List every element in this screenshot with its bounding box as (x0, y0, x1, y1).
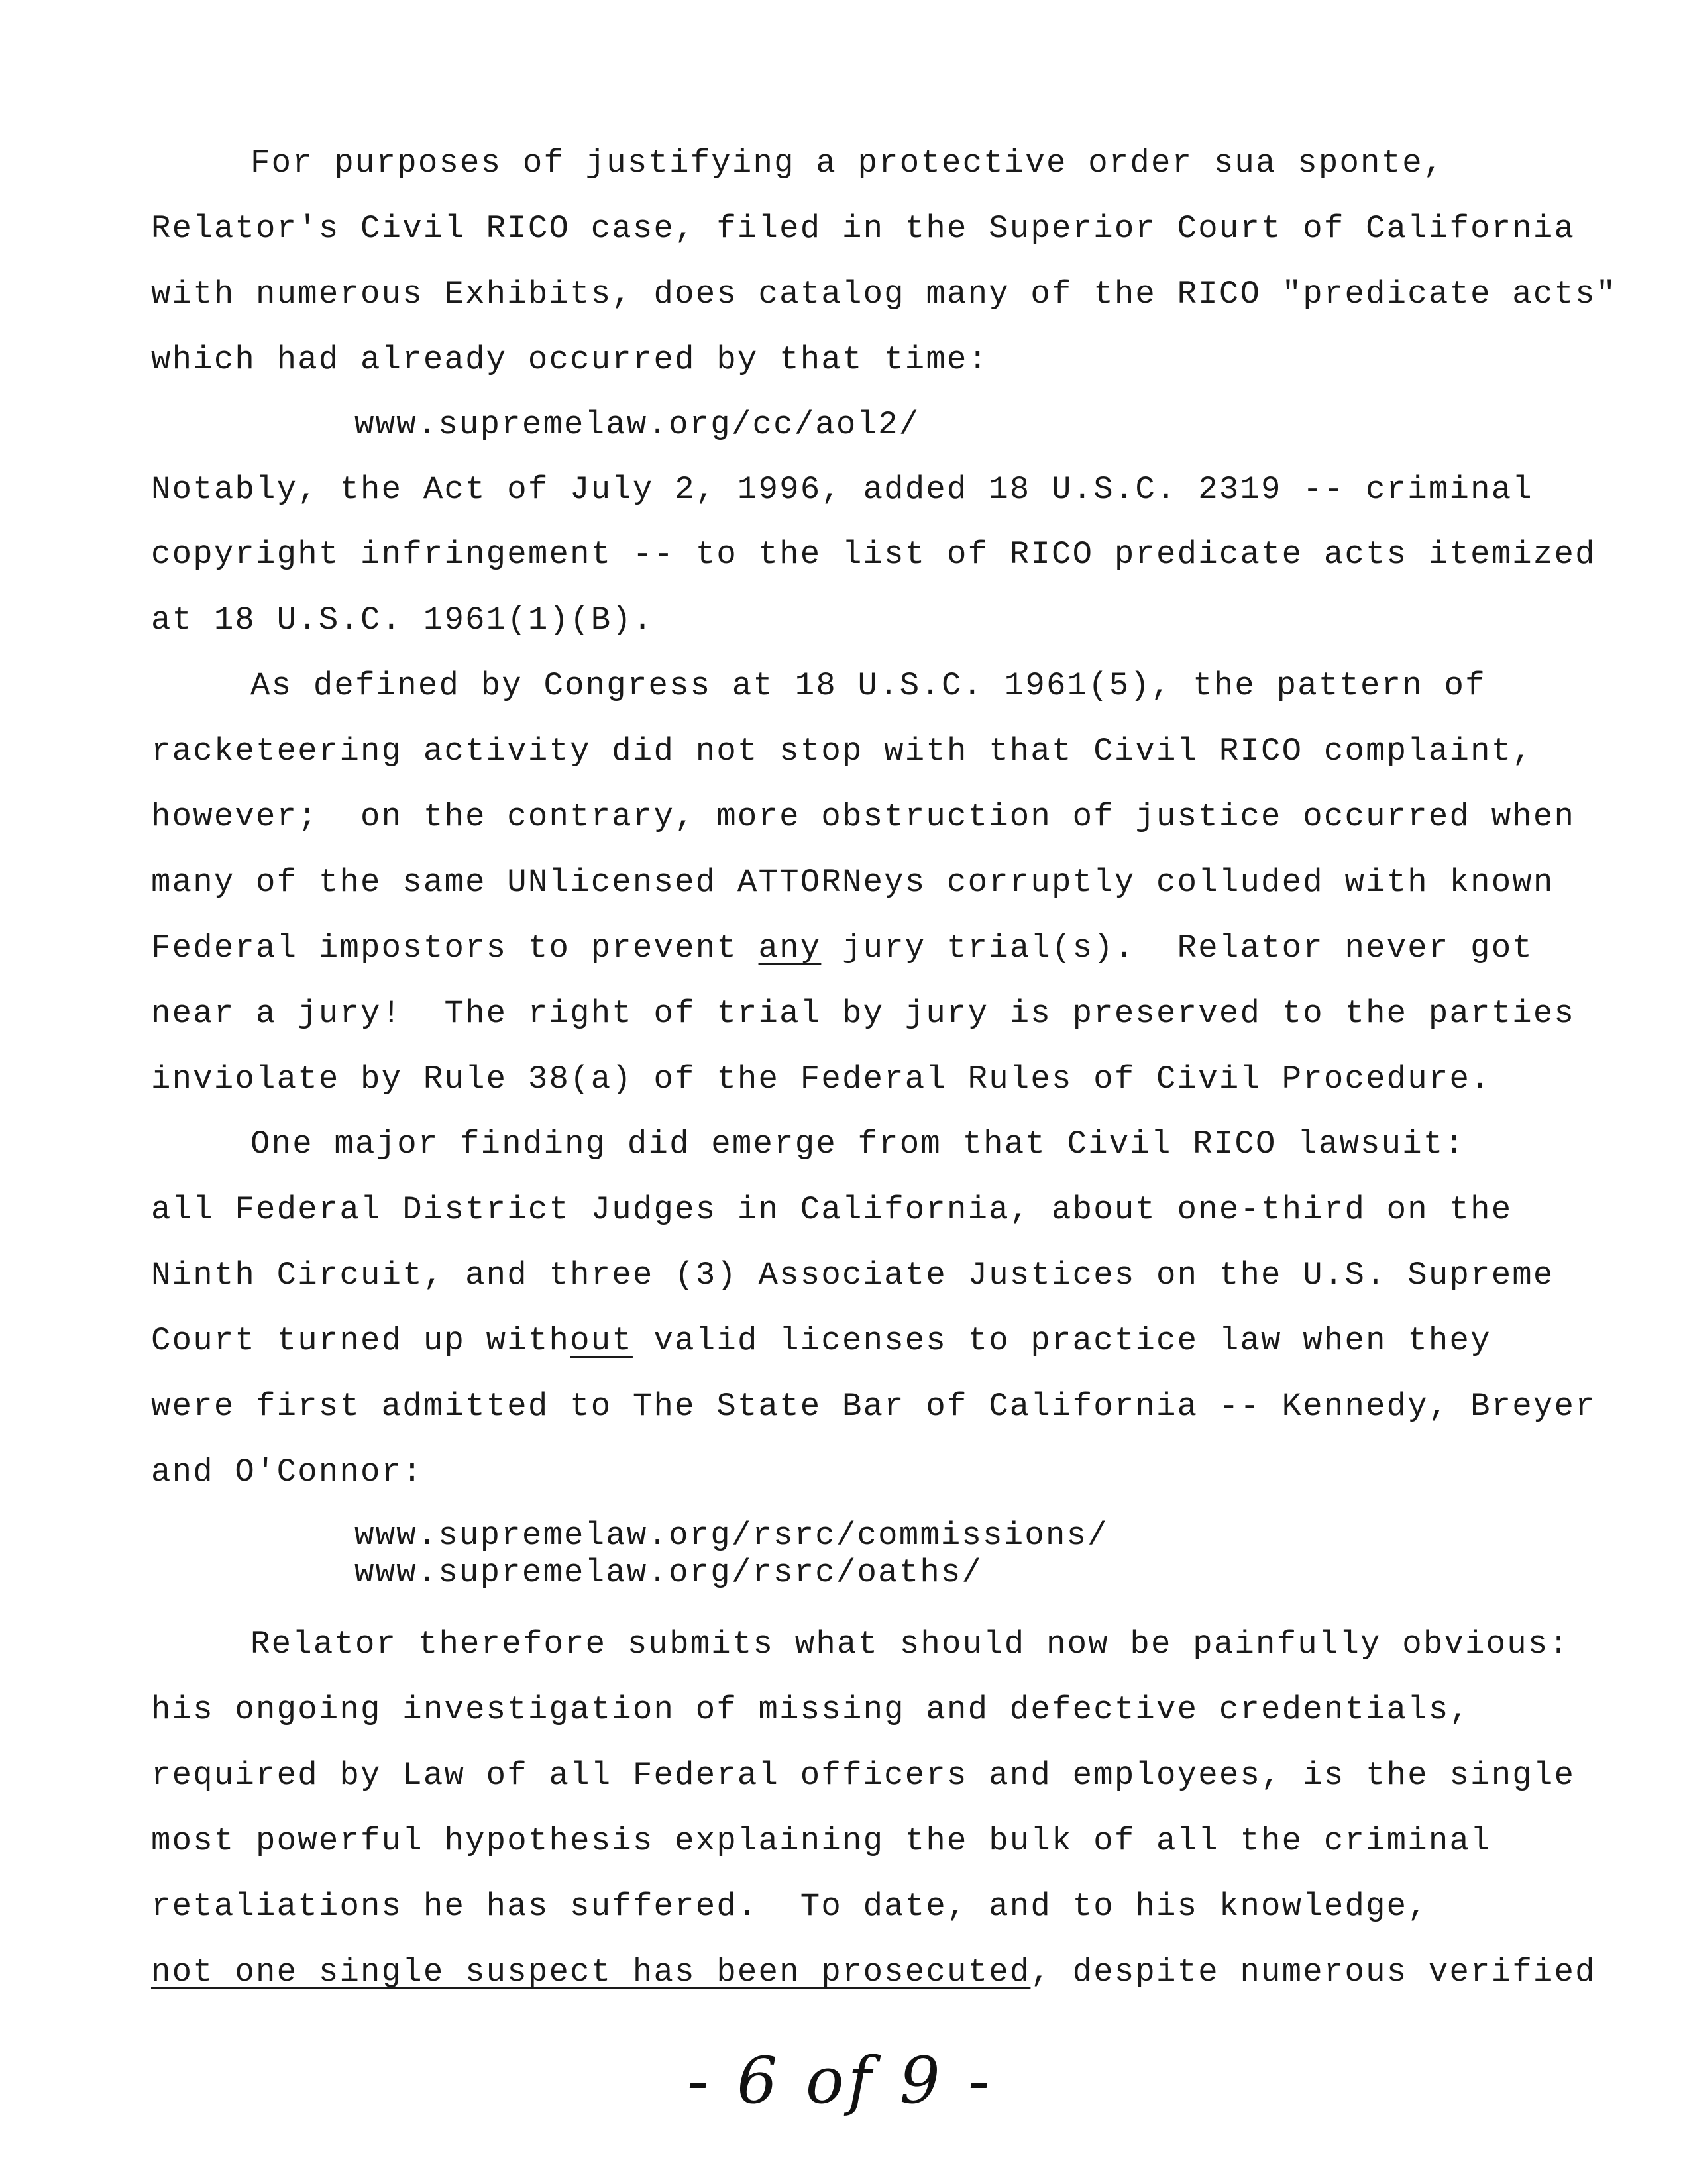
url-oaths: www.supremelaw.org/rsrc/oaths/ (354, 1554, 983, 1591)
underlined-not-prosecuted: not one single suspect has been prosecuted (151, 1953, 1031, 1991)
p4-line-6-end: , despite numerous verified (1030, 1953, 1596, 1991)
url-aol2: www.supremelaw.org/cc/aol2/ (354, 406, 920, 443)
p3-line-5: were first admitted to The State Bar of California -- Kennedy, Breyer (151, 1388, 1596, 1425)
p2-line-5 (151, 929, 1533, 966)
p2-line-4: many of the same UNlicensed ATTORNeys corruptly colluded with known (151, 864, 1554, 901)
p1-line-1: For purposes of justifying a protective order sua sponte, (250, 144, 1444, 182)
p2-line-5-end: jury trial(s). Relator never got (821, 929, 1533, 966)
p1-line-3: with numerous Exhibits, does catalog many of the RICO "predicate acts" (151, 276, 1617, 313)
p3-line-4 (151, 1322, 1491, 1359)
underlined-any: any (758, 929, 822, 966)
p3-line-2: all Federal District Judges in California, about one-third on the (151, 1191, 1513, 1228)
p2-line-2: racketeering activity did not stop with that Civil RICO complaint, (151, 733, 1533, 770)
underlined-out: out (570, 1322, 633, 1359)
p2-line-5-start: Federal impostors to prevent (151, 929, 759, 966)
p2-line-7: inviolate by Rule 38(a) of the Federal Rules of Civil Procedure. (151, 1061, 1491, 1098)
p2-line-1: As defined by Congress at 18 U.S.C. 1961(5), the pattern of (250, 667, 1486, 704)
p3-line-4-end: valid licenses to practice law when they (632, 1322, 1491, 1359)
p3-line-4-start: Court turned up with (151, 1322, 570, 1359)
p2-line-3: however; on the contrary, more obstruction of justice occurred when (151, 798, 1576, 835)
p4-line-6 (151, 1953, 1596, 1991)
p4-line-4: most powerful hypothesis explaining the bulk of all the criminal (151, 1822, 1491, 1859)
p3-line-3: Ninth Circuit, and three (3) Associate Justices on the U.S. Supreme (151, 1257, 1554, 1294)
p1-line-6: copyright infringement -- to the list of RICO predicate acts itemized (151, 536, 1596, 573)
p4-line-2: his ongoing investigation of missing and defective credentials, (151, 1691, 1471, 1728)
p2-line-6: near a jury! The right of trial by jury is preserved to the parties (151, 995, 1576, 1032)
p3-line-6: and O'Connor: (151, 1453, 423, 1490)
p3-line-1: One major finding did emerge from that Civil RICO lawsuit: (250, 1125, 1466, 1163)
url-commissions: www.supremelaw.org/rsrc/commissions/ (354, 1517, 1109, 1554)
p4-line-1: Relator therefore submits what should now be painfully obvious: (250, 1626, 1570, 1663)
p1-line-2: Relator's Civil RICO case, filed in the Superior Court of California (151, 210, 1576, 247)
handwritten-page-number: - 6 of 9 - (687, 2044, 994, 2118)
p1-line-5: Notably, the Act of July 2, 1996, added 18 U.S.C. 2319 -- criminal (151, 471, 1533, 508)
p1-line-7: at 18 U.S.C. 1961(1)(B). (151, 601, 654, 639)
p1-line-4: which had already occurred by that time: (151, 341, 989, 378)
p4-line-5: retaliations he has suffered. To date, and to his knowledge, (151, 1888, 1429, 1925)
p4-line-3: required by Law of all Federal officers and employees, is the single (151, 1757, 1576, 1794)
